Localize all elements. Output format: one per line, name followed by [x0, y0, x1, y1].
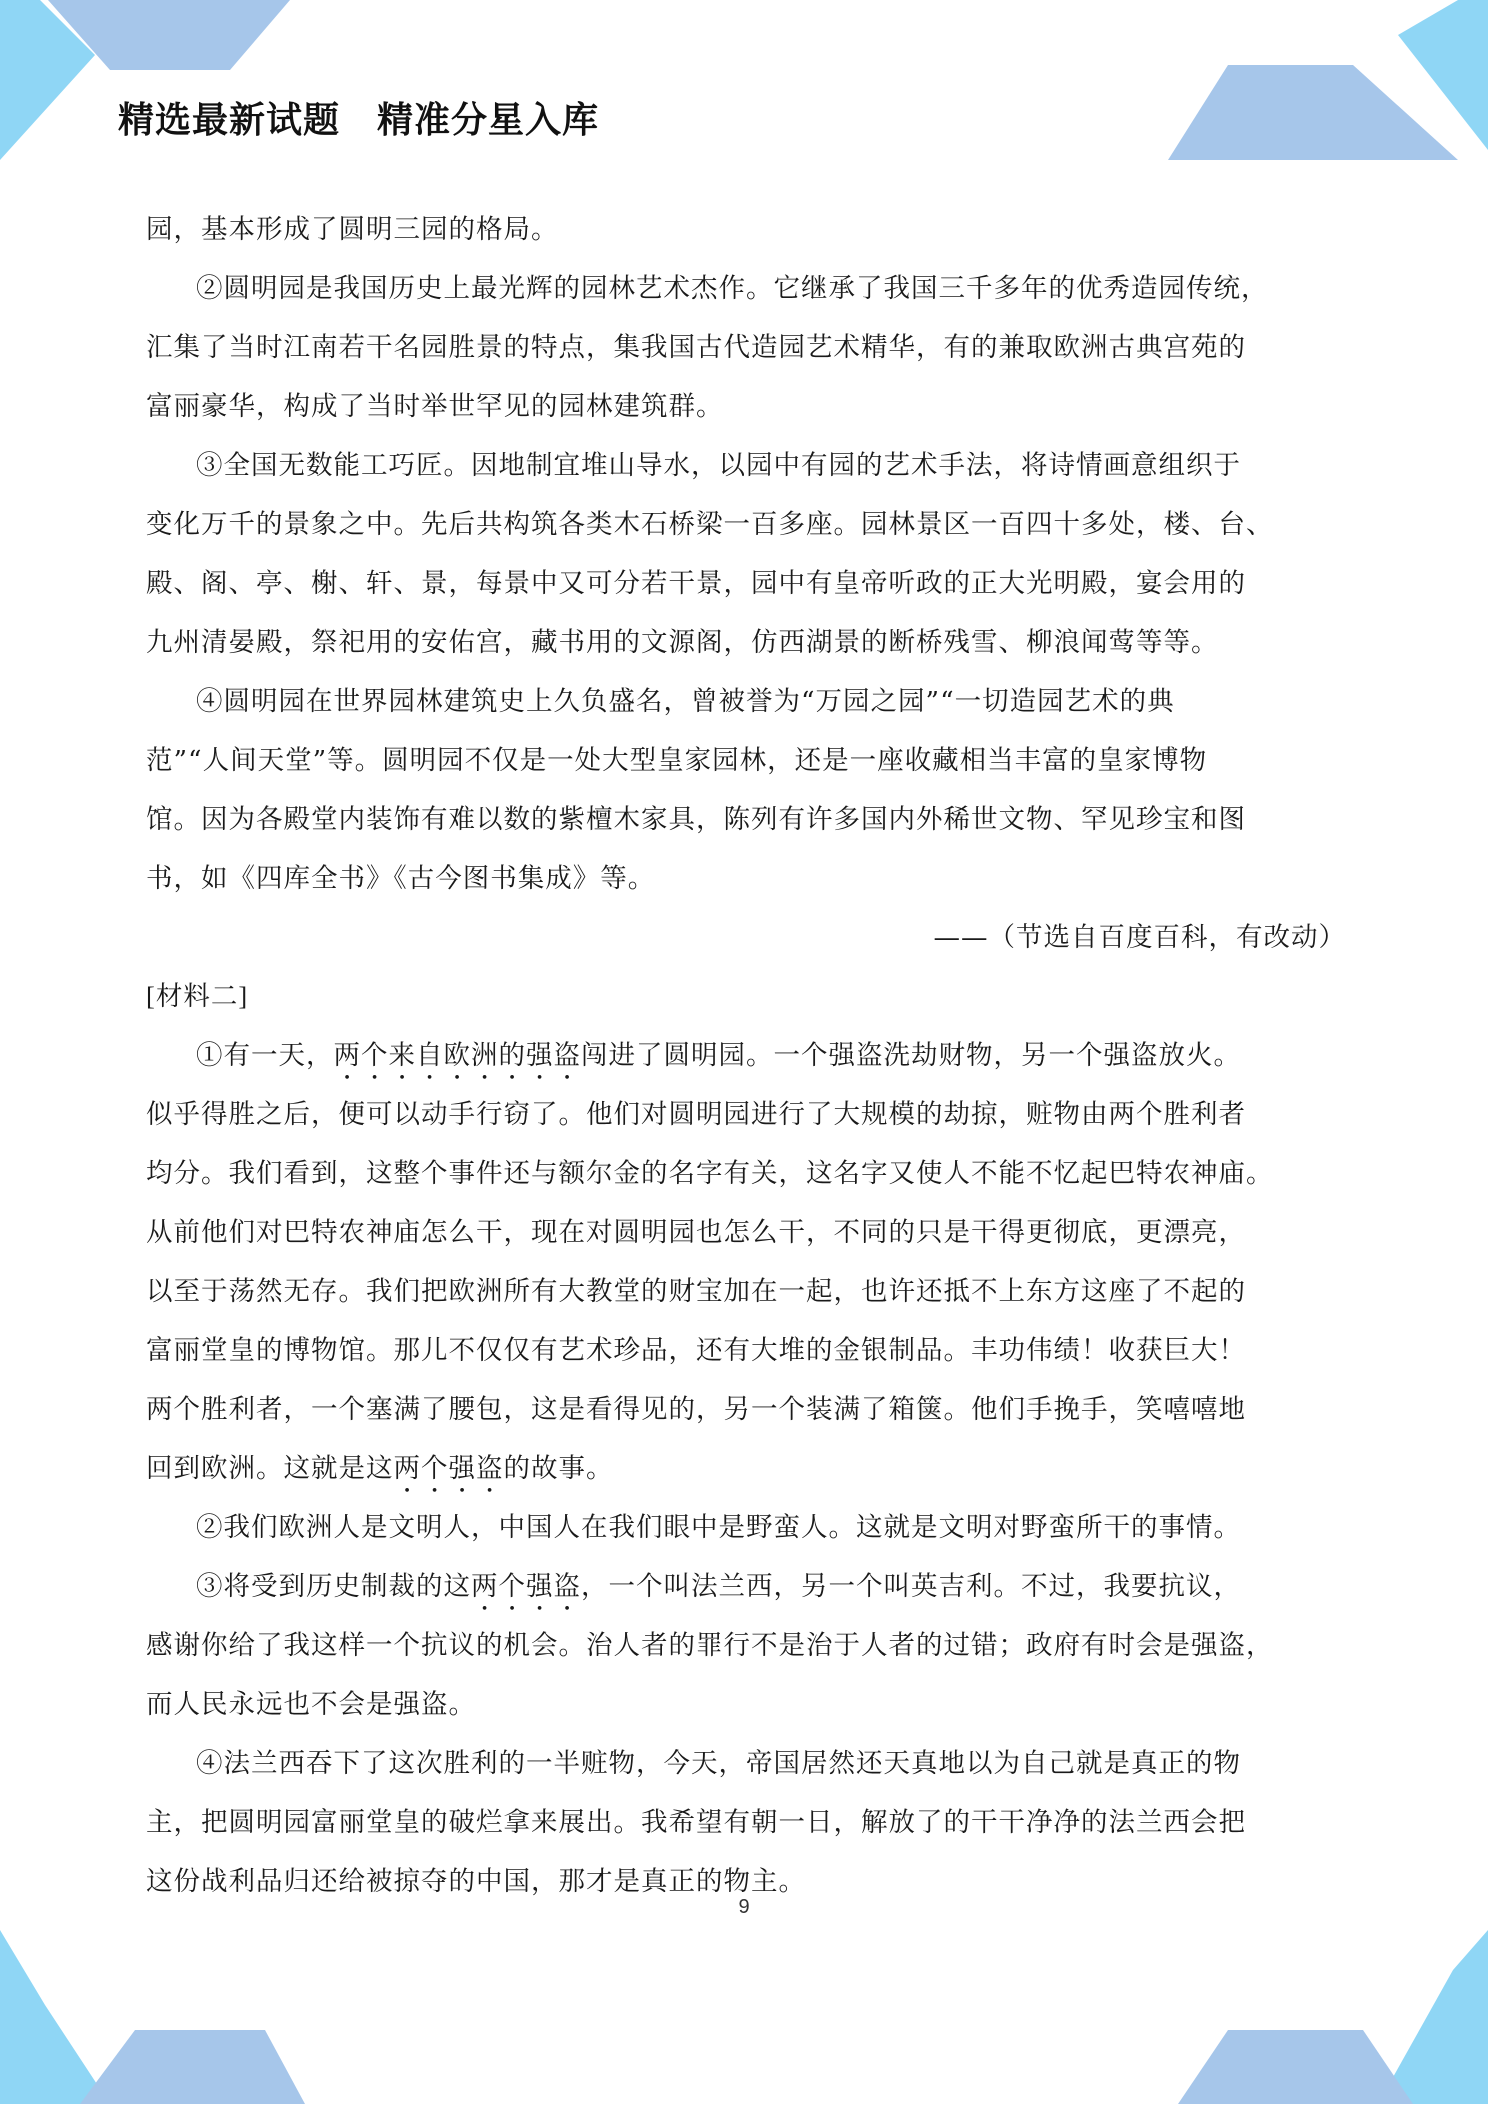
- material1-paragraph3-line: 变化万千的景象之中。先后共构筑各类木石桥梁一百多座。园林景区一百四十多处，楼、台、: [146, 509, 1274, 540]
- decorative-corner-bottom-right: [1168, 1930, 1488, 2104]
- material1-paragraph3-line: ③全国无数能工巧匠。因地制宜堆山导水，以园中有园的艺术手法，将诗情画意组织于: [196, 450, 1241, 481]
- material2-paragraph3-line: 而人民永远也不会是强盗。: [146, 1689, 476, 1720]
- material1-paragraph4-line: 馆。因为各殿堂内装饰有难以数的紫檀木家具，陈列有许多国内外稀世文物、罕见珍宝和图: [146, 804, 1246, 835]
- material2-paragraph1-line: 以至于荡然无存。我们把欧洲所有大教堂的财宝加在一起，也许还抵不上东方这座了不起的: [146, 1276, 1246, 1307]
- material1-paragraph3-line: 殿、阁、亭、榭、轩、景，每景中又可分若干景，园中有皇帝听政的正大光明殿，宴会用的: [146, 568, 1246, 599]
- material1-paragraph2-line: 汇集了当时江南若干名园胜景的特点，集我国古代造园艺术精华，有的兼取欧洲古典宫苑的: [146, 332, 1246, 363]
- header-title: 精选最新试题 精准分星入库: [118, 100, 600, 141]
- material2-heading: [材料二]: [146, 981, 249, 1011]
- material1-paragraph4-line: 范”“人间天堂”等。圆明园不仅是一处大型皇家园林，还是一座收藏相当丰富的皇家博物: [146, 745, 1208, 776]
- decorative-corner-top-right: [1168, 0, 1488, 170]
- emphasized-phrase: 两个来自欧洲的强盗: [333, 1040, 581, 1071]
- text-segment: ①有一天，: [196, 1040, 334, 1071]
- source-citation: ——（节选自百度百科，有改动）: [933, 922, 1346, 953]
- corner-triangle-light: [0, 1930, 110, 2104]
- document-body: [146, 200, 1346, 1911]
- emphasized-phrase: 两个强盗: [393, 1453, 504, 1484]
- decorative-corner-top-left: [0, 0, 300, 170]
- corner-trapezoid: [1178, 2030, 1413, 2104]
- material1-paragraph1-end: 园，基本形成了圆明三园的格局。: [146, 214, 559, 245]
- material2-paragraph1-line: [146, 1026, 1346, 1085]
- material2-paragraph1-line: 富丽堂皇的博物馆。那儿不仅仅有艺术珍品，还有大堆的金银制品。丰功伟绩！收获巨大！: [146, 1335, 1246, 1366]
- material2-paragraph4-line: 这份战利品归还给被掠夺的中国，那才是真正的物主。: [146, 1866, 806, 1897]
- material2-paragraph3-line: 感谢你给了我这样一个抗议的机会。治人者的罪行不是治于人者的过错；政府有时会是强盗，: [146, 1630, 1274, 1661]
- material2-paragraph2: ②我们欧洲人是文明人，中国人在我们眼中是野蛮人。这就是文明对野蛮所干的事情。: [196, 1512, 1241, 1543]
- material1-paragraph4-line: ④圆明园在世界园林建筑史上久负盛名，曾被誉为“万园之园”“一切造园艺术的典: [196, 686, 1175, 717]
- material1-paragraph2-line: 富丽豪华，构成了当时举世罕见的园林建筑群。: [146, 391, 724, 422]
- corner-trapezoid: [80, 2030, 305, 2104]
- material2-paragraph4-line: 主，把圆明园富丽堂皇的破烂拿来展出。我希望有朝一日，解放了的干干净净的法兰西会把: [146, 1807, 1246, 1838]
- material2-paragraph1-line: 似乎得胜之后，便可以动手行窃了。他们对圆明园进行了大规模的劫掠，赃物由两个胜利者: [146, 1099, 1246, 1130]
- material2-paragraph1-line: 从前他们对巴特农神庙怎么干，现在对圆明园也怎么干，不同的只是干得更彻底，更漂亮，: [146, 1217, 1246, 1248]
- text-segment: 回到欧洲。这就是这: [146, 1453, 394, 1484]
- corner-trapezoid: [1168, 65, 1458, 160]
- text-segment: 闯进了圆明园。一个强盗洗劫财物，另一个强盗放火。: [581, 1040, 1241, 1071]
- material2-paragraph1-line: 均分。我们看到，这整个事件还与额尔金的名字有关，这名字又使人不能不忆起巴特农神庙。: [146, 1158, 1274, 1189]
- material1-paragraph3-line: 九州清晏殿，祭祀用的安佑宫，藏书用的文源阁，仿西湖景的断桥残雪、柳浪闻莺等等。: [146, 627, 1219, 658]
- text-segment: 的故事。: [503, 1453, 614, 1484]
- material2-paragraph4-line: ④法兰西吞下了这次胜利的一半赃物，今天，帝国居然还天真地以为自己就是真正的物: [196, 1748, 1241, 1779]
- text-segment: ，一个叫法兰西，另一个叫英吉利。不过，我要抗议，: [581, 1571, 1241, 1602]
- material1-paragraph4-line: 书，如《四库全书》《古今图书集成》等。: [146, 863, 656, 894]
- text-segment: ③将受到历史制裁的这: [196, 1571, 471, 1602]
- material2-paragraph1-line: 两个胜利者，一个塞满了腰包，这是看得见的，另一个装满了箱箧。他们手挽手，笑嘻嘻地: [146, 1394, 1246, 1425]
- material1-paragraph2-line: ②圆明园是我国历史上最光辉的园林艺术杰作。它继承了我国三千多年的优秀造园传统，: [196, 273, 1269, 304]
- material2-paragraph1-line: [146, 1439, 1346, 1498]
- emphasized-phrase: 两个强盗: [471, 1571, 581, 1602]
- material2-paragraph3-line: [146, 1557, 1346, 1616]
- decorative-corner-bottom-left: [0, 1930, 320, 2104]
- page-number: 9: [738, 1896, 750, 1918]
